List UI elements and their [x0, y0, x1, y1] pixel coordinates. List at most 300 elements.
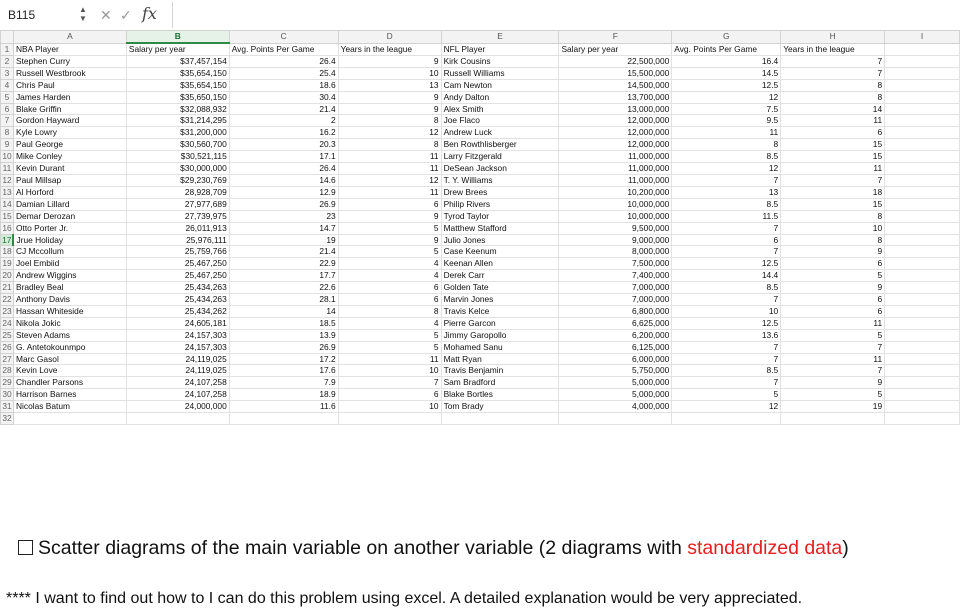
cell-b16[interactable]: 26,011,913 [126, 222, 229, 234]
cell-c2[interactable]: 26.4 [229, 55, 338, 67]
row-header[interactable]: 15 [2, 210, 12, 221]
cell-e28[interactable]: Travis Benjamin [441, 365, 559, 377]
cell-g27[interactable]: 7 [672, 353, 781, 365]
cell-f22[interactable]: 7,000,000 [559, 294, 672, 306]
cell-c12[interactable]: 14.6 [229, 174, 338, 186]
cell-b17[interactable]: 25,976,111 [126, 234, 229, 246]
cell-d10[interactable]: 11 [338, 151, 441, 163]
cell-d7[interactable]: 8 [338, 115, 441, 127]
cell-d11[interactable]: 11 [338, 163, 441, 175]
cell-a7[interactable]: Gordon Hayward [13, 115, 126, 127]
cell-a19[interactable]: Joel Embiid [13, 258, 126, 270]
cell-g13[interactable]: 13 [672, 186, 781, 198]
cell-g10[interactable]: 8.5 [672, 151, 781, 163]
cell-b31[interactable]: 24,000,000 [126, 401, 229, 413]
cell-c7[interactable]: 2 [229, 115, 338, 127]
column-header-f[interactable]: F [559, 31, 672, 44]
cell-d27[interactable]: 11 [338, 353, 441, 365]
cell-b18[interactable]: 25,759,766 [126, 246, 229, 258]
cell-h16[interactable]: 10 [781, 222, 885, 234]
cell-f27[interactable]: 6,000,000 [559, 353, 672, 365]
row-header[interactable]: 29 [2, 377, 12, 388]
name-box[interactable]: B115 [8, 8, 36, 22]
row-header[interactable]: 7 [1, 115, 14, 127]
cell-e12[interactable]: T. Y. Williams [441, 174, 559, 186]
row-header[interactable]: 23 [2, 305, 12, 316]
cell-f18[interactable]: 8,000,000 [559, 246, 672, 258]
cell-i5[interactable] [885, 91, 960, 103]
cell-i9[interactable] [885, 139, 960, 151]
cell-c5[interactable]: 30.4 [229, 91, 338, 103]
cell-a28[interactable]: Kevin Love [13, 365, 126, 377]
cell-c13[interactable]: 12.9 [229, 186, 338, 198]
cell-h11[interactable]: 11 [781, 163, 885, 175]
column-header-a[interactable]: A [13, 31, 126, 44]
cell-e24[interactable]: Pierre Garcon [441, 317, 559, 329]
cell-i2[interactable] [885, 55, 960, 67]
cell-b27[interactable]: 24,119,025 [126, 353, 229, 365]
cell-d18[interactable]: 5 [338, 246, 441, 258]
cell-a18[interactable]: CJ Mccollum [13, 246, 126, 258]
cell-b25[interactable]: 24,157,303 [126, 329, 229, 341]
cell-i13[interactable] [885, 186, 960, 198]
cell-g17[interactable]: 6 [672, 234, 781, 246]
cell-f29[interactable]: 5,000,000 [559, 377, 672, 389]
cell-e7[interactable]: Joe Flaco [441, 115, 559, 127]
cell-e2[interactable]: Kirk Cousins [441, 55, 559, 67]
insert-function-icon[interactable]: fx [142, 4, 157, 23]
cell-i1[interactable] [885, 43, 960, 55]
cell-d2[interactable]: 9 [338, 55, 441, 67]
cell-b14[interactable]: 27,977,689 [126, 198, 229, 210]
cell-c10[interactable]: 17.1 [229, 151, 338, 163]
cell-a30[interactable]: Harrison Barnes [13, 389, 126, 401]
cell-i12[interactable] [885, 174, 960, 186]
cell-g4[interactable]: 12.5 [672, 79, 781, 91]
cell-e17[interactable]: Julio Jones [441, 234, 559, 246]
cell-i16[interactable] [885, 222, 960, 234]
row-header[interactable]: 10 [2, 151, 12, 162]
cell-d29[interactable]: 7 [338, 377, 441, 389]
cell-g16[interactable]: 7 [672, 222, 781, 234]
cell-e8[interactable]: Andrew Luck [441, 127, 559, 139]
cell-h8[interactable]: 6 [781, 127, 885, 139]
cell-g6[interactable]: 7.5 [672, 103, 781, 115]
cell-a32[interactable] [13, 413, 126, 425]
cell-f2[interactable]: 22,500,000 [559, 55, 672, 67]
cell-c30[interactable]: 18.9 [229, 389, 338, 401]
column-header-h[interactable]: H [781, 31, 885, 44]
cell-h27[interactable]: 11 [781, 353, 885, 365]
cell-f17[interactable]: 9,000,000 [559, 234, 672, 246]
cell-a15[interactable]: Demar Derozan [13, 210, 126, 222]
cell-e31[interactable]: Tom Brady [441, 401, 559, 413]
cell-d1[interactable]: Years in the league [338, 43, 441, 55]
cell-i24[interactable] [885, 317, 960, 329]
cell-c14[interactable]: 26.9 [229, 198, 338, 210]
cell-a27[interactable]: Marc Gasol [13, 353, 126, 365]
cell-h19[interactable]: 6 [781, 258, 885, 270]
cell-a22[interactable]: Anthony Davis [13, 294, 126, 306]
cell-f7[interactable]: 12,000,000 [559, 115, 672, 127]
cell-b22[interactable]: 25,434,263 [126, 294, 229, 306]
cell-a14[interactable]: Damian Lillard [13, 198, 126, 210]
row-header[interactable]: 20 [2, 270, 12, 281]
cell-h13[interactable]: 18 [781, 186, 885, 198]
cell-c17[interactable]: 19 [229, 234, 338, 246]
cell-i30[interactable] [885, 389, 960, 401]
cell-b3[interactable]: $35,654,150 [126, 67, 229, 79]
cell-d24[interactable]: 4 [338, 317, 441, 329]
cell-c32[interactable] [229, 413, 338, 425]
row-header[interactable]: 5 [1, 91, 14, 103]
cell-a5[interactable]: James Harden [13, 91, 126, 103]
cell-b11[interactable]: $30,000,000 [126, 163, 229, 175]
cell-c27[interactable]: 17.2 [229, 353, 338, 365]
cell-g11[interactable]: 12 [672, 163, 781, 175]
cell-f15[interactable]: 10,000,000 [559, 210, 672, 222]
cell-b4[interactable]: $35,654,150 [126, 79, 229, 91]
cell-h4[interactable]: 8 [781, 79, 885, 91]
cell-i28[interactable] [885, 365, 960, 377]
cell-a3[interactable]: Russell Westbrook [13, 67, 126, 79]
cell-e29[interactable]: Sam Bradford [441, 377, 559, 389]
cell-f13[interactable]: 10,200,000 [559, 186, 672, 198]
cell-c29[interactable]: 7.9 [229, 377, 338, 389]
name-box-stepper-icon[interactable]: ▲ ▼ [79, 5, 87, 23]
cell-c24[interactable]: 18.5 [229, 317, 338, 329]
cell-i10[interactable] [885, 151, 960, 163]
cell-c21[interactable]: 22.6 [229, 282, 338, 294]
cell-i19[interactable] [885, 258, 960, 270]
cell-f12[interactable]: 11,000,000 [559, 174, 672, 186]
cell-f23[interactable]: 6,800,000 [559, 305, 672, 317]
cell-a8[interactable]: Kyle Lowry [13, 127, 126, 139]
cell-d26[interactable]: 5 [338, 341, 441, 353]
cell-e22[interactable]: Marvin Jones [441, 294, 559, 306]
cell-h5[interactable]: 8 [781, 91, 885, 103]
cell-c1[interactable]: Avg. Points Per Game [229, 43, 338, 55]
cell-h31[interactable]: 19 [781, 401, 885, 413]
cell-e3[interactable]: Russell Williams [441, 67, 559, 79]
column-header-i[interactable]: I [885, 31, 960, 44]
cell-g22[interactable]: 7 [672, 294, 781, 306]
cell-h17[interactable]: 8 [781, 234, 885, 246]
cell-g31[interactable]: 12 [672, 401, 781, 413]
cell-d9[interactable]: 8 [338, 139, 441, 151]
cell-h14[interactable]: 15 [781, 198, 885, 210]
cell-e27[interactable]: Matt Ryan [441, 353, 559, 365]
cell-h15[interactable]: 8 [781, 210, 885, 222]
row-header[interactable]: 13 [2, 186, 12, 197]
cell-e30[interactable]: Blake Bortles [441, 389, 559, 401]
cell-h32[interactable] [781, 413, 885, 425]
cell-h9[interactable]: 15 [781, 139, 885, 151]
cell-a17[interactable]: Jrue Holiday [13, 234, 126, 246]
cell-g2[interactable]: 16.4 [672, 55, 781, 67]
cell-d31[interactable]: 10 [338, 401, 441, 413]
cell-b32[interactable] [126, 413, 229, 425]
cell-h22[interactable]: 6 [781, 294, 885, 306]
row-header[interactable]: 24 [2, 317, 12, 328]
cell-a6[interactable]: Blake Griffin [13, 103, 126, 115]
cell-c4[interactable]: 18.6 [229, 79, 338, 91]
select-all-corner[interactable] [1, 31, 14, 44]
cell-i21[interactable] [885, 282, 960, 294]
cell-e14[interactable]: Philip Rivers [441, 198, 559, 210]
cell-a31[interactable]: Nicolas Batum [13, 401, 126, 413]
cell-b23[interactable]: 25,434,262 [126, 305, 229, 317]
cancel-icon[interactable]: ✕ [100, 7, 112, 23]
cell-d12[interactable]: 12 [338, 174, 441, 186]
cell-g23[interactable]: 10 [672, 305, 781, 317]
column-header-d[interactable]: D [338, 31, 441, 44]
cell-g30[interactable]: 5 [672, 389, 781, 401]
cell-f32[interactable] [559, 413, 672, 425]
cell-i7[interactable] [885, 115, 960, 127]
cell-g7[interactable]: 9.5 [672, 115, 781, 127]
cell-f24[interactable]: 6,625,000 [559, 317, 672, 329]
cell-g15[interactable]: 11.5 [672, 210, 781, 222]
cell-b13[interactable]: 28,928,709 [126, 186, 229, 198]
row-header[interactable]: 2 [1, 55, 14, 67]
cell-c31[interactable]: 11.6 [229, 401, 338, 413]
cell-a9[interactable]: Paul George [13, 139, 126, 151]
cell-i27[interactable] [885, 353, 960, 365]
cell-f28[interactable]: 5,750,000 [559, 365, 672, 377]
cell-c28[interactable]: 17.6 [229, 365, 338, 377]
cell-c8[interactable]: 16.2 [229, 127, 338, 139]
cell-c26[interactable]: 26.9 [229, 341, 338, 353]
cell-d21[interactable]: 6 [338, 282, 441, 294]
cell-g28[interactable]: 8.5 [672, 365, 781, 377]
cell-e20[interactable]: Derek Carr [441, 270, 559, 282]
cell-d32[interactable] [338, 413, 441, 425]
cell-f1[interactable]: Salary per year [559, 43, 672, 55]
cell-d13[interactable]: 11 [338, 186, 441, 198]
cell-i4[interactable] [885, 79, 960, 91]
cell-i29[interactable] [885, 377, 960, 389]
cell-i14[interactable] [885, 198, 960, 210]
cell-h21[interactable]: 9 [781, 282, 885, 294]
cell-e25[interactable]: Jimmy Garopollo [441, 329, 559, 341]
row-header[interactable]: 6 [1, 103, 14, 115]
cell-a13[interactable]: Al Horford [13, 186, 126, 198]
row-header[interactable]: 11 [1, 163, 14, 175]
cell-d16[interactable]: 5 [338, 222, 441, 234]
cell-d30[interactable]: 6 [338, 389, 441, 401]
row-header[interactable]: 21 [2, 282, 12, 293]
cell-e6[interactable]: Alex Smith [441, 103, 559, 115]
cell-i17[interactable] [885, 234, 960, 246]
cell-d25[interactable]: 5 [338, 329, 441, 341]
cell-e9[interactable]: Ben Rowthlisberger [441, 139, 559, 151]
cell-b28[interactable]: 24,119,025 [126, 365, 229, 377]
cell-f19[interactable]: 7,500,000 [559, 258, 672, 270]
cell-d28[interactable]: 10 [338, 365, 441, 377]
cell-i18[interactable] [885, 246, 960, 258]
cell-c3[interactable]: 25.4 [229, 67, 338, 79]
cell-a11[interactable]: Kevin Durant [13, 163, 126, 175]
cell-h26[interactable]: 7 [781, 341, 885, 353]
cell-a10[interactable]: Mike Conley [13, 151, 126, 163]
cell-b10[interactable]: $30,521,115 [126, 151, 229, 163]
cell-a26[interactable]: G. Antetokounmpo [13, 341, 126, 353]
cell-f9[interactable]: 12,000,000 [559, 139, 672, 151]
enter-icon[interactable]: ✓ [120, 7, 132, 23]
row-header[interactable]: 16 [2, 222, 12, 233]
row-header[interactable]: 8 [1, 127, 14, 139]
cell-e32[interactable] [441, 413, 559, 425]
cell-f14[interactable]: 10,000,000 [559, 198, 672, 210]
cell-a16[interactable]: Otto Porter Jr. [13, 222, 126, 234]
cell-c16[interactable]: 14.7 [229, 222, 338, 234]
cell-a1[interactable]: NBA Player [13, 43, 126, 55]
cell-i8[interactable] [885, 127, 960, 139]
cell-f5[interactable]: 13,700,000 [559, 91, 672, 103]
cell-h20[interactable]: 5 [781, 270, 885, 282]
cell-g32[interactable] [672, 413, 781, 425]
cell-f6[interactable]: 13,000,000 [559, 103, 672, 115]
cell-g20[interactable]: 14.4 [672, 270, 781, 282]
cell-a29[interactable]: Chandler Parsons [13, 377, 126, 389]
cell-i20[interactable] [885, 270, 960, 282]
cell-i22[interactable] [885, 294, 960, 306]
cell-h24[interactable]: 11 [781, 317, 885, 329]
cell-i25[interactable] [885, 329, 960, 341]
cell-d17[interactable]: 9 [338, 234, 441, 246]
cell-c11[interactable]: 26.4 [229, 163, 338, 175]
cell-b5[interactable]: $35,650,150 [126, 91, 229, 103]
cell-b12[interactable]: $29,230,769 [126, 174, 229, 186]
cell-f8[interactable]: 12,000,000 [559, 127, 672, 139]
formula-input[interactable] [176, 2, 950, 30]
cell-h12[interactable]: 7 [781, 174, 885, 186]
cell-h18[interactable]: 9 [781, 246, 885, 258]
cell-g8[interactable]: 11 [672, 127, 781, 139]
cell-a25[interactable]: Steven Adams [13, 329, 126, 341]
row-header[interactable]: 27 [2, 353, 12, 364]
cell-a20[interactable]: Andrew Wiggins [13, 270, 126, 282]
cell-f20[interactable]: 7,400,000 [559, 270, 672, 282]
cell-i23[interactable] [885, 305, 960, 317]
cell-d20[interactable]: 4 [338, 270, 441, 282]
cell-i15[interactable] [885, 210, 960, 222]
row-header[interactable]: 30 [2, 389, 12, 400]
cell-c20[interactable]: 17.7 [229, 270, 338, 282]
cell-c9[interactable]: 20.3 [229, 139, 338, 151]
cell-e23[interactable]: Travis Kelce [441, 305, 559, 317]
cell-f25[interactable]: 6,200,000 [559, 329, 672, 341]
cell-i6[interactable] [885, 103, 960, 115]
row-header[interactable]: 28 [2, 365, 12, 376]
row-header[interactable]: 31 [2, 401, 12, 412]
cell-g3[interactable]: 14.5 [672, 67, 781, 79]
cell-h1[interactable]: Years in the league [781, 43, 885, 55]
cell-b1[interactable]: Salary per year [126, 43, 229, 55]
cell-d22[interactable]: 6 [338, 294, 441, 306]
row-header[interactable]: 26 [2, 341, 12, 352]
cell-f31[interactable]: 4,000,000 [559, 401, 672, 413]
cell-b2[interactable]: $37,457,154 [126, 55, 229, 67]
row-header[interactable]: 12 [2, 174, 12, 185]
cell-a2[interactable]: Stephen Curry [13, 55, 126, 67]
cell-h29[interactable]: 9 [781, 377, 885, 389]
cell-h25[interactable]: 5 [781, 329, 885, 341]
cell-e10[interactable]: Larry Fitzgerald [441, 151, 559, 163]
cell-g24[interactable]: 12.5 [672, 317, 781, 329]
cell-a12[interactable]: Paul Millsap [13, 174, 126, 186]
cell-h10[interactable]: 15 [781, 151, 885, 163]
cell-e15[interactable]: Tyrod Taylor [441, 210, 559, 222]
cell-f16[interactable]: 9,500,000 [559, 222, 672, 234]
cell-g25[interactable]: 13.6 [672, 329, 781, 341]
column-header-b[interactable]: B [126, 31, 229, 44]
row-header[interactable]: 9 [1, 139, 14, 151]
cell-e18[interactable]: Case Keenum [441, 246, 559, 258]
cell-g1[interactable]: Avg. Points Per Game [672, 43, 781, 55]
cell-i26[interactable] [885, 341, 960, 353]
row-header[interactable]: 18 [2, 246, 12, 257]
cell-c23[interactable]: 14 [229, 305, 338, 317]
column-header-e[interactable]: E [441, 31, 559, 44]
cell-d4[interactable]: 13 [338, 79, 441, 91]
cell-a21[interactable]: Bradley Beal [13, 282, 126, 294]
cell-d23[interactable]: 8 [338, 305, 441, 317]
cell-d8[interactable]: 12 [338, 127, 441, 139]
cell-h23[interactable]: 6 [781, 305, 885, 317]
cell-h7[interactable]: 11 [781, 115, 885, 127]
checkbox[interactable] [18, 540, 33, 555]
cell-i3[interactable] [885, 67, 960, 79]
cell-c18[interactable]: 21.4 [229, 246, 338, 258]
cell-h28[interactable]: 7 [781, 365, 885, 377]
cell-g19[interactable]: 12.5 [672, 258, 781, 270]
cell-g9[interactable]: 8 [672, 139, 781, 151]
cell-c22[interactable]: 28.1 [229, 294, 338, 306]
cell-e1[interactable]: NFL Player [441, 43, 559, 55]
cell-b15[interactable]: 27,739,975 [126, 210, 229, 222]
cell-g26[interactable]: 7 [672, 341, 781, 353]
cell-i32[interactable] [885, 413, 960, 425]
cell-b29[interactable]: 24,107,258 [126, 377, 229, 389]
cell-d3[interactable]: 10 [338, 67, 441, 79]
cell-e19[interactable]: Keenan Allen [441, 258, 559, 270]
cell-b19[interactable]: 25,467,250 [126, 258, 229, 270]
cell-b26[interactable]: 24,157,303 [126, 341, 229, 353]
cell-i31[interactable] [885, 401, 960, 413]
column-header-g[interactable]: G [672, 31, 781, 44]
cell-e26[interactable]: Mohamed Sanu [441, 341, 559, 353]
cell-f26[interactable]: 6,125,000 [559, 341, 672, 353]
cell-h30[interactable]: 5 [781, 389, 885, 401]
cell-b30[interactable]: 24,107,258 [126, 389, 229, 401]
cell-d19[interactable]: 4 [338, 258, 441, 270]
row-header[interactable]: 22 [2, 294, 12, 305]
cell-e16[interactable]: Matthew Stafford [441, 222, 559, 234]
row-header[interactable]: 14 [2, 198, 12, 209]
cell-i11[interactable] [885, 163, 960, 175]
cell-b20[interactable]: 25,467,250 [126, 270, 229, 282]
cell-h6[interactable]: 14 [781, 103, 885, 115]
row-header[interactable]: 1 [1, 43, 14, 55]
row-header[interactable]: 25 [2, 329, 12, 340]
cell-e4[interactable]: Cam Newton [441, 79, 559, 91]
cell-f10[interactable]: 11,000,000 [559, 151, 672, 163]
cell-f11[interactable]: 11,000,000 [559, 163, 672, 175]
cell-e11[interactable]: DeSean Jackson [441, 163, 559, 175]
cell-d14[interactable]: 6 [338, 198, 441, 210]
